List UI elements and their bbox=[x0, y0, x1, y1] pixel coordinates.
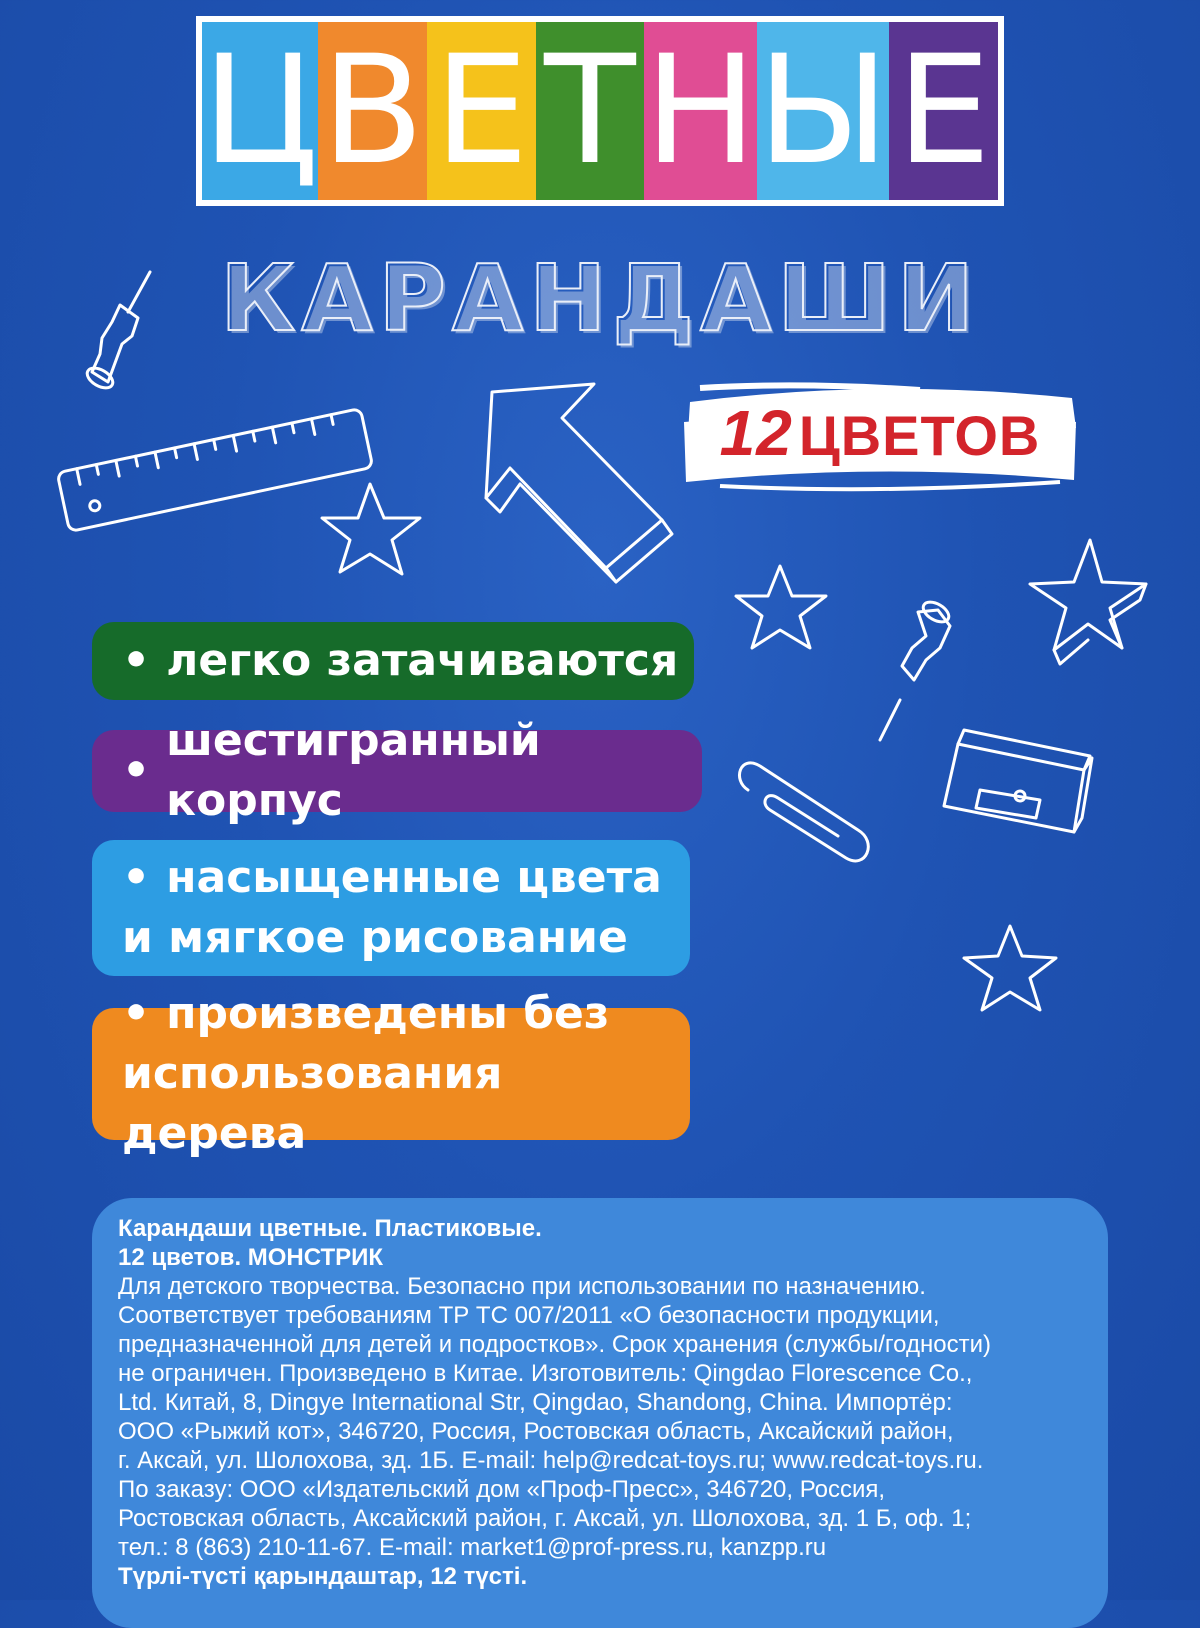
title-letter-tile bbox=[318, 22, 427, 200]
subtitle: КАРАНДАШИ bbox=[220, 245, 980, 352]
bullet: • bbox=[122, 635, 151, 686]
info-line: тел.: 8 (863) 210-11-67. E-mail: market1@prof-press.ru, kanzpp.ru bbox=[118, 1534, 827, 1561]
push-pin-icon bbox=[880, 598, 952, 740]
badge-text bbox=[680, 396, 1080, 470]
title-letter: Т bbox=[544, 24, 636, 198]
title-banner bbox=[196, 16, 1004, 206]
star-icon bbox=[736, 566, 826, 648]
bullet: • bbox=[122, 988, 151, 1039]
star-icon bbox=[964, 926, 1056, 1010]
feature-line bbox=[122, 1044, 690, 1164]
title-letter-tile bbox=[202, 22, 318, 200]
feature-text: произведены без bbox=[166, 988, 610, 1039]
feature-line bbox=[122, 848, 662, 908]
star-icon bbox=[322, 484, 420, 574]
feature-text: шестигранный корпус bbox=[166, 715, 541, 826]
title-letter-tile bbox=[757, 22, 889, 200]
info-line: Ltd. Китай, 8, Dingye International Str, Qingdao, Shandong, China. Импортёр: bbox=[118, 1389, 953, 1416]
product-info-box bbox=[92, 1198, 1108, 1628]
info-line: не ограничен. Произведено в Китае. Изготовитель: Qingdao Florescence Co., bbox=[118, 1360, 973, 1387]
title-letter: Ц bbox=[202, 24, 319, 198]
feature-pill bbox=[92, 715, 702, 826]
count-badge bbox=[680, 382, 1080, 492]
title-letter-tile bbox=[536, 22, 645, 200]
bullet: • bbox=[122, 852, 151, 903]
star-icon bbox=[1030, 540, 1146, 664]
info-line: ООО «Рыжий кот», 346720, Россия, Ростовская область, Аксайский район, bbox=[118, 1418, 954, 1445]
info-line: г. Аксай, ул. Шолохова, зд. 1Б. E-mail: help@redcat-toys.ru; www.redcat-toys.ru. bbox=[118, 1447, 984, 1474]
bullet: • bbox=[122, 745, 151, 796]
info-footer: Түрлі-түсті қарындаштар, 12 түсті. bbox=[118, 1563, 528, 1590]
arrow-icon bbox=[486, 384, 672, 582]
title-letter-tile bbox=[427, 22, 536, 200]
title-letter: Н bbox=[644, 24, 758, 198]
paper-clip-icon bbox=[739, 763, 868, 861]
badge-number: 12 bbox=[719, 397, 793, 469]
feature-text: и мягкое рисование bbox=[122, 912, 628, 963]
info-line: Соответствует требованиям ТР ТС 007/2011 «О безопасности продукции, bbox=[118, 1302, 940, 1329]
feature-text: использования дерева bbox=[122, 1048, 503, 1159]
title-letter: Ы bbox=[757, 24, 890, 198]
feature-text: насыщенные цвета bbox=[166, 852, 662, 903]
info-line: По заказу: ООО «Издательский дом «Проф-Пресс», 346720, Россия, bbox=[118, 1476, 886, 1503]
sharpener-icon bbox=[944, 730, 1092, 832]
title-letter: В bbox=[321, 24, 425, 198]
feature-text: легко затачиваются bbox=[166, 635, 679, 686]
badge-word: ЦВЕТОВ bbox=[798, 404, 1041, 467]
feature-pill bbox=[92, 840, 690, 976]
ruler-icon bbox=[57, 408, 373, 531]
info-heading: Карандаши цветные. Пластиковые. bbox=[118, 1215, 542, 1242]
feature-pill bbox=[92, 988, 690, 1159]
title-letter-tile bbox=[644, 22, 757, 200]
feature-line bbox=[122, 984, 609, 1044]
title-letter: Е bbox=[433, 24, 529, 198]
info-line: Для детского творчества. Безопасно при использовании по назначению. bbox=[118, 1273, 926, 1300]
info-line: предназначенной для детей и подростков». Срок хранения (службы/годности) bbox=[118, 1331, 991, 1358]
title-letter: Е bbox=[896, 24, 992, 198]
feature-pill bbox=[92, 622, 694, 700]
feature-line bbox=[122, 908, 628, 968]
title-letter-tile bbox=[889, 22, 998, 200]
info-heading: 12 цветов. МОНСТРИК bbox=[118, 1244, 384, 1271]
info-line: Ростовская область, Аксайский район, г. Аксай, ул. Шолохова, зд. 1 Б, оф. 1; bbox=[118, 1505, 972, 1532]
